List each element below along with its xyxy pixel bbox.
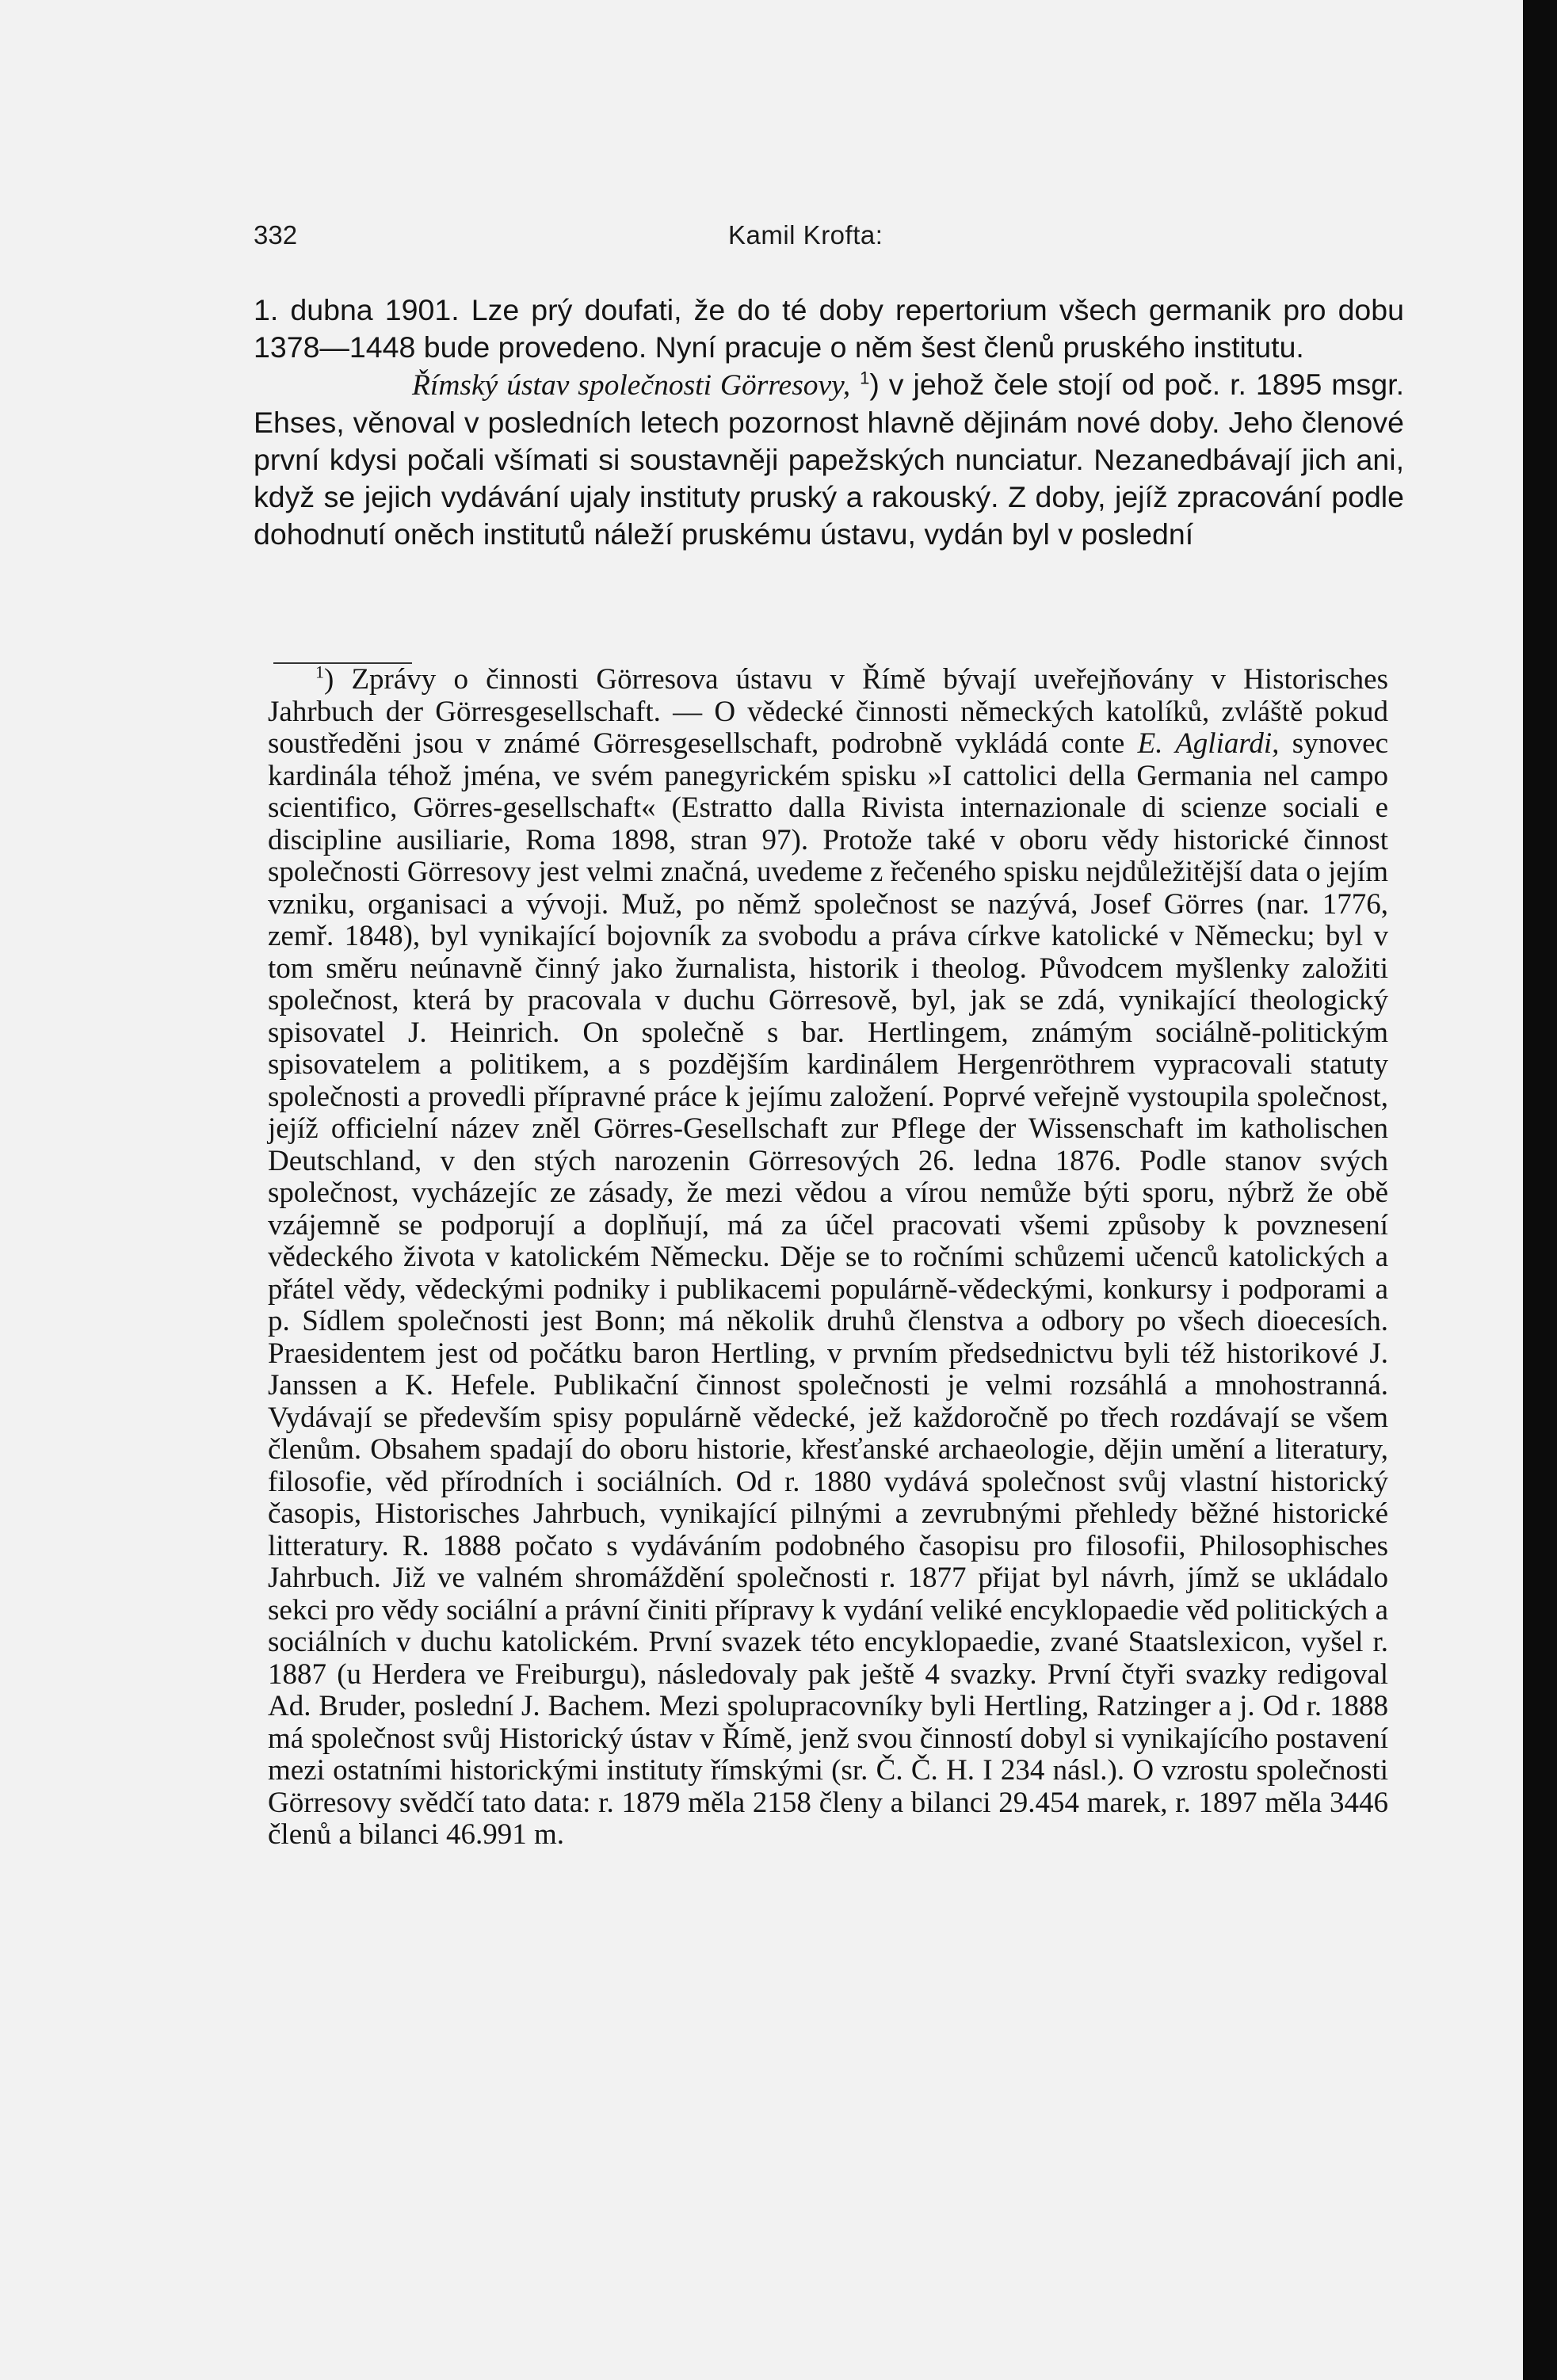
scan-border	[1523, 0, 1557, 2380]
running-head: Kamil Krofta:	[728, 220, 883, 250]
main-text	[254, 292, 1404, 553]
footnote-paragraph	[268, 664, 1388, 1852]
footnote-reference[interactable]: 1	[860, 368, 870, 388]
paragraph-1	[254, 292, 1404, 366]
footnote-italic-name: E. Agliardi,	[1137, 727, 1280, 760]
footnote-text-part-1: ) Zprávy o činnosti Görresova ústavu v Římě bývají uveřejňovány v Historisches Jahrbuch der Görresgesellschaft. — O vědecké činnosti německých katolíků, zvláště pokud soustředěni jsou v známé Görresgesellschaft, podrobně vykládá conte	[268, 663, 1388, 760]
paragraph-1-text: 1. dubna 1901. Lze prý doufati, že do té doby repertorium všech germanik pro dobu 1378—1448 bude provedeno. Nyní pracuje o něm šest členů pruského institutu.	[254, 293, 1404, 364]
page-number: 332	[254, 220, 298, 250]
paragraph-2	[254, 366, 1404, 553]
page-header	[254, 220, 1402, 268]
italic-title: Římský ústav společnosti Görresovy,	[412, 369, 851, 402]
paragraph-2-text: ) v jehož čele stojí od poč. r. 1895 msgr. Ehses, věnoval v posledních letech pozornost hlavně dějinám nové doby. Jeho členové první kdysi počali všímati si soustavněji papežských nunciatur. Nezanedbávají jich ani, když se jejich vydávání ujaly instituty pruský a rakouský. Z doby, jejíž zpracování podle dohodnutí oněch institutů náleží pruskému ústavu, vydán byl v poslední	[254, 368, 1404, 551]
footnote-text-part-2: synovec kardinála téhož jména, ve svém panegyrickém spisku »I cattolici della Germania nel campo scientifico, Görres-gesellschaft« (Estratto dalla Rivista internazionale di scienze sociali e discipline ausiliarie, Roma 1898, stran 97). Protože také v oboru vědy historické činnost společnosti Görresovy jest velmi značná, uvedeme z řečeného spisku nejdůležitější data o jejím vzniku, organisaci a vývoji. Muž, po němž společnost se nazývá, Josef Görres (nar. 1776, zemř. 1848), byl vynikající bojovník za svobodu a práva církve katolické v Německu; byl v tom směru neúnavně činný jako žurnalista, historik i theolog. Původcem myšlenky založiti společnost, která by pracovala v duchu Görresově, byl, jak se zdá, vynikající theologický spisovatel J. Heinrich. On společně s bar. Hertlingem, známým sociálně-politickým spisovatelem a politikem, a s pozdějším kardinálem Hergenröthrem vypracovali statuty společnosti a provedli přípravné práce k jejímu založení. Poprvé veřejně vystoupila společnost, jejíž officielní název zněl Görres-Gesellschaft zur Pflege der Wissenschaft im katholischen Deutschland, v den stých narozenin Görresových 26. ledna 1876. Podle stanov svých společnost, vycházejíc ze zásady, že mezi vědou a vírou nemůže býti sporu, nýbrž že obě vzájemně se podporují a doplňují, má za účel pracovati všemi způsoby k povznesení vědeckého života v katolickém Německu. Děje se to ročními schůzemi učenců katolických a přátel vědy, vědeckými podniky i publikacemi populárně-vědeckými, konkursy i podporami a p. Sídlem společnosti jest Bonn; má několik druhů členstva a odbory po všech dioecesích. Praesidentem jest od počátku baron Hertling, v prvním předsednictvu byli též historikové J. Janssen a K. Hefele. Publikační činnost společnosti je velmi rozsáhlá a mnohostranná. Vydávají se především spisy populárně vědecké, jež každoročně po třech rozdávají se všem členům. Obsahem spadají do oboru historie, křesťanské archaeologie, dějin umění a literatury, filosofie, věd přírodních i sociálních. Od r. 1880 vydává společnost svůj vlastní historický časopis, Historisches Jahrbuch, vynikající pilnými a zevrubnými přehledy běžné historické litteratury. R. 1888 počato s vydáváním podobného časopisu pro filosofii, Philosophisches Jahrbuch. Již ve valném shromáždění společnosti r. 1877 přijat byl návrh, jímž se ukládalo sekci pro vědy sociální a právní činiti přípravy k vydání veliké encyklopaedie věd politických a sociálních v duchu katolickém. První svazek této encyklopaedie, zvané Staatslexicon, vyšel r. 1887 (u Herdera ve Freiburgu), následovaly pak ještě 4 svazky. První čtyři svazky redigoval Ad. Bruder, poslední J. Bachem. Mezi spolupracovníky byli Hertling, Ratzinger a j. Od r. 1888 má společnost svůj Historický ústav v Římě, jenž svou činností dobyl si vynikajícího postavení mezi ostatními historickými instituty římskými (sr. Č. Č. H. I 234 násl.). O vzrostu společnosti Görresovy svědčí tato data: r. 1879 měla 2158 členy a bilanci 29.454 marek, r. 1897 měla 3446 členů a bilanci 46.991 m.	[268, 727, 1389, 1851]
footnote	[268, 664, 1388, 1852]
footnote-marker: 1	[315, 662, 324, 682]
